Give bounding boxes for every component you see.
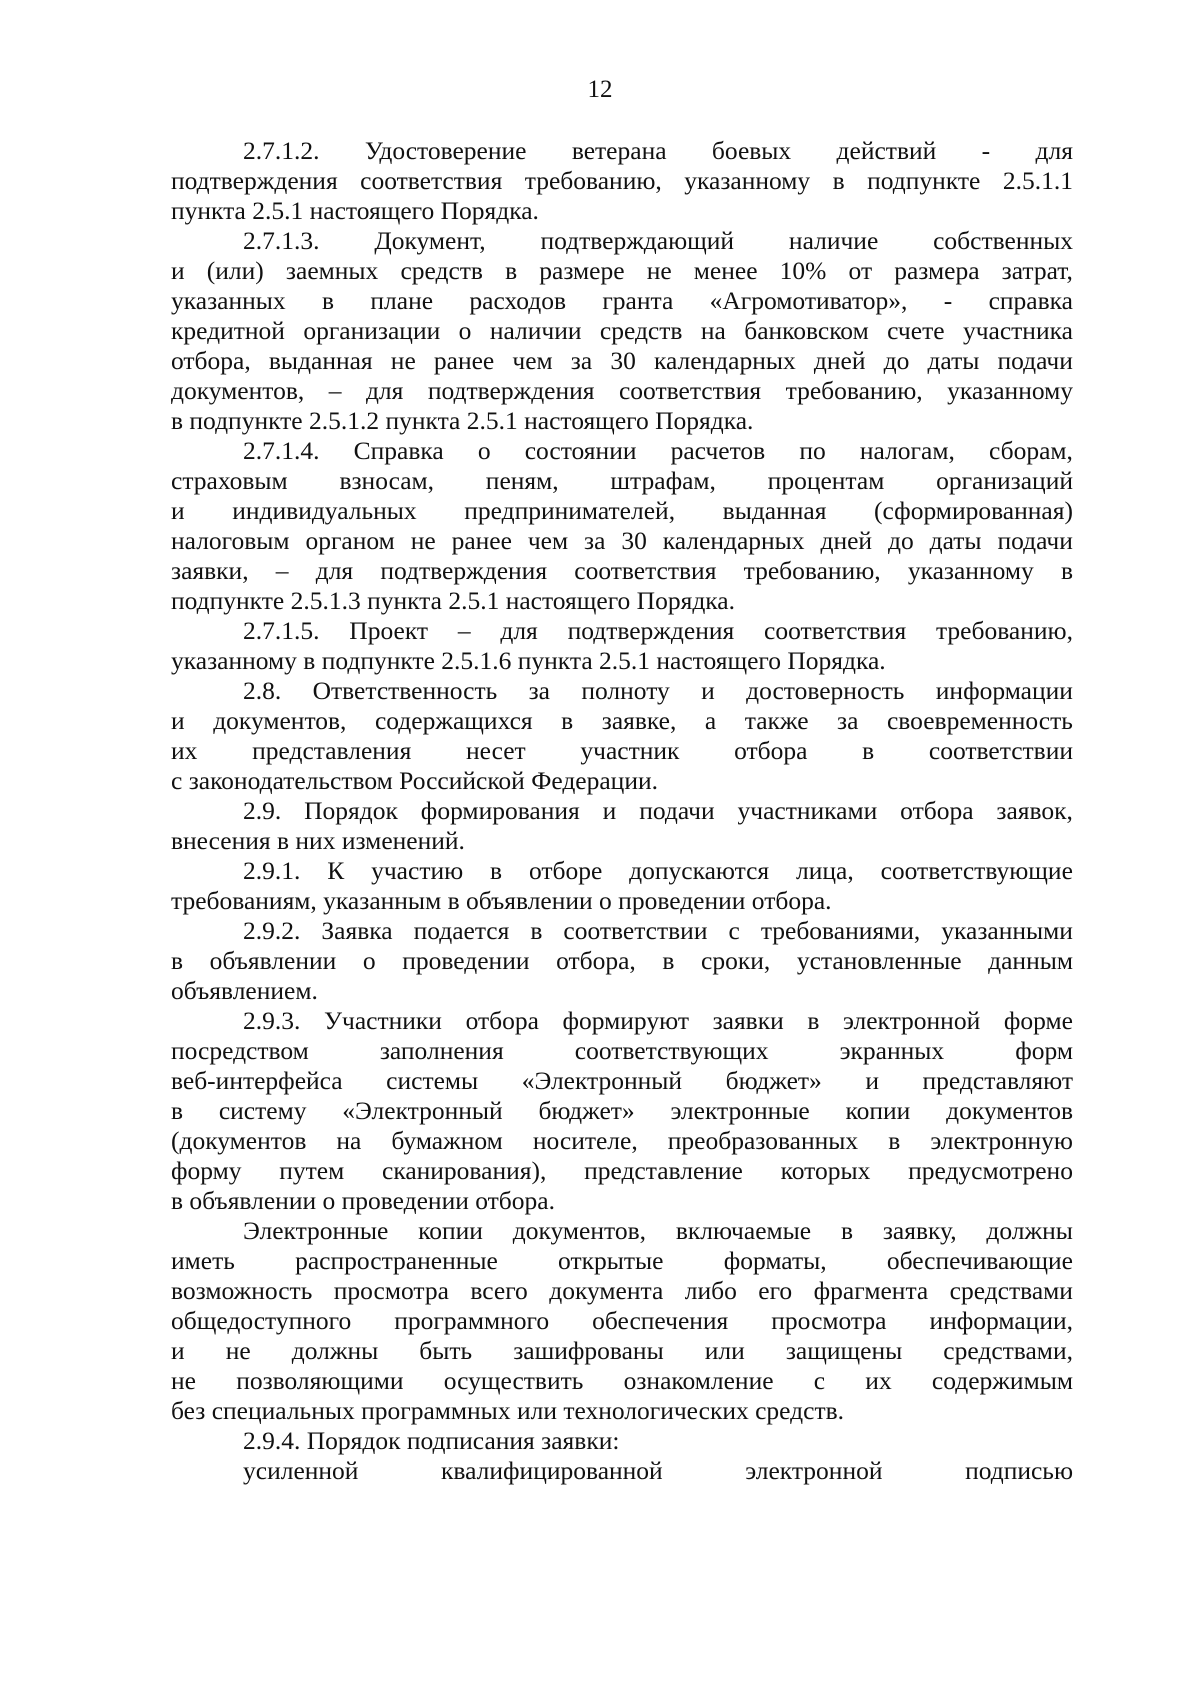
word: проведении [402, 946, 530, 975]
word: 2.9.1. [243, 856, 301, 885]
word: соответствия [618, 376, 762, 405]
word: информации, [929, 1306, 1073, 1335]
word: указанных [171, 286, 286, 315]
word: подтверждения [567, 616, 735, 645]
text-line [171, 1095, 1073, 1127]
word: Порядок [304, 796, 398, 825]
word: организации [303, 316, 441, 345]
word: квалифицированной [441, 1456, 663, 1485]
word: зашифрованы [513, 1336, 664, 1365]
word: не [171, 1366, 196, 1395]
word: о [362, 946, 376, 975]
word: бюджет» [538, 1096, 635, 1125]
word: заявки, [171, 556, 249, 585]
word: и [602, 796, 617, 825]
word: налоговым [171, 526, 290, 555]
word: до [883, 346, 910, 375]
word: открытые [558, 1246, 664, 1275]
word: размера [894, 256, 980, 285]
word: электронной [843, 1006, 981, 1035]
word: (сформированная) [874, 496, 1073, 525]
word: которых [780, 1156, 871, 1185]
word: календарных [653, 346, 796, 375]
word: формирования [420, 796, 580, 825]
word: ранее [433, 346, 495, 375]
word: участника [962, 316, 1073, 345]
word: электронные [670, 1096, 810, 1125]
text-line [171, 1305, 1073, 1337]
word: указанному [684, 166, 811, 195]
text-line: пункта 2.5.1 настоящего Порядка. [171, 196, 539, 225]
word: должны [291, 1336, 379, 1365]
text-line [243, 615, 1073, 647]
word: «Агромотиватор», [709, 286, 908, 315]
word: и [865, 1066, 879, 1095]
word: форматы, [723, 1246, 827, 1275]
word: отборе [528, 856, 603, 885]
text-line [171, 705, 1073, 737]
text-line: в объявлении о проведении отбора. [171, 1186, 555, 1215]
word: для [315, 556, 354, 585]
word: форме [1003, 1006, 1073, 1035]
word: подачи [997, 526, 1073, 555]
word: от [848, 256, 873, 285]
word: в [807, 1006, 820, 1035]
word: общедоступного [171, 1306, 352, 1335]
word: чем [527, 526, 569, 555]
text-line [171, 465, 1073, 497]
word: сборам, [988, 436, 1073, 465]
word: отбора [465, 1006, 539, 1035]
word: затрат, [1001, 256, 1073, 285]
text-line [171, 735, 1073, 767]
word: подтверждения [171, 166, 338, 195]
word: 2.7.1.3. [243, 226, 320, 255]
word: и [171, 496, 185, 525]
word: даты [929, 526, 982, 555]
word: подписью [965, 1456, 1073, 1485]
word: банковском [744, 316, 869, 345]
word: «Электронный [342, 1096, 503, 1125]
word: документа [549, 1276, 664, 1305]
word: носителе, [532, 1126, 638, 1155]
word: – [328, 376, 342, 405]
word: процентам [767, 466, 885, 495]
word: должны [986, 1216, 1073, 1245]
word: 10% [779, 256, 827, 285]
word: защищены [785, 1336, 903, 1365]
text-line [243, 855, 1073, 887]
word: кредитной [171, 316, 285, 345]
word: и [171, 706, 185, 735]
word: представление [584, 1156, 743, 1185]
word: Заявка [321, 916, 393, 945]
word: в [1060, 556, 1073, 585]
word: подачи [639, 796, 715, 825]
word: распространенные [295, 1246, 498, 1275]
word: требованию, [524, 166, 662, 195]
word: заявке, [601, 706, 677, 735]
word: с [728, 916, 740, 945]
word: выданная [268, 346, 373, 375]
text-line: в подпункте 2.5.1.2 пункта 2.5.1 настоящего Порядка. [171, 406, 754, 435]
word: «Электронный [521, 1066, 683, 1095]
word: в [840, 1216, 853, 1245]
word: заявку, [882, 1216, 957, 1245]
word: ранее [451, 526, 512, 555]
word: с [813, 1366, 826, 1395]
word: гранта [602, 286, 674, 315]
word: полноту [581, 676, 670, 705]
word: их [171, 736, 198, 765]
text-line [171, 285, 1073, 317]
word: включаемые [675, 1216, 812, 1245]
word: Участники [323, 1006, 442, 1035]
word: электронной [745, 1456, 883, 1485]
word: 2.5.1.1 [1002, 166, 1073, 195]
word: наличии [489, 316, 582, 345]
text-line: без специальных программных или технологических средств. [171, 1396, 845, 1425]
word: или [704, 1336, 745, 1365]
text-line [171, 375, 1073, 407]
word: веб-интерфейса [171, 1066, 343, 1095]
word: отбора, [556, 946, 636, 975]
word: его [758, 1276, 793, 1305]
word: в [561, 706, 574, 735]
word: – [457, 616, 471, 645]
word: а [704, 706, 717, 735]
text-line: указанному в подпункте 2.5.1.6 пункта 2.5.1 настоящего Порядка. [171, 646, 886, 675]
word: участию [371, 856, 464, 885]
word: подтверждения [427, 376, 595, 405]
word: Ответственность [312, 676, 498, 705]
text-line [171, 1335, 1073, 1367]
word: просмотра [771, 1306, 887, 1335]
text-line [171, 1245, 1073, 1277]
word: соответствии [563, 916, 708, 945]
word: своевременность [886, 706, 1073, 735]
text-line [171, 1365, 1073, 1397]
word: заявок, [996, 796, 1073, 825]
word: боевых [711, 136, 792, 165]
word: не [390, 346, 416, 375]
text-line [171, 345, 1073, 377]
word: в [321, 286, 335, 315]
word: осуществить [443, 1366, 584, 1395]
word: (или) [206, 256, 264, 285]
word: страховым [171, 466, 288, 495]
word: Электронные [243, 1216, 389, 1245]
word: в [662, 946, 675, 975]
text-line: внесения в них изменений. [171, 826, 465, 855]
word: отбора [734, 736, 808, 765]
word: подается [413, 916, 510, 945]
word: не [410, 526, 436, 555]
word: форму [171, 1156, 242, 1185]
text-line [171, 1035, 1073, 1067]
word: бумажном [391, 1126, 503, 1155]
word: экранных [839, 1036, 945, 1065]
word: соответствия [764, 616, 907, 645]
text-line [243, 1455, 1073, 1487]
word: 2.7.1.2. [243, 136, 320, 165]
word: содержащихся [374, 706, 533, 735]
word: обеспечения [592, 1306, 729, 1335]
word: ветерана [571, 136, 667, 165]
word: средствами [949, 1276, 1073, 1305]
word: иметь [171, 1246, 235, 1275]
word: К [327, 856, 345, 885]
word: программного [394, 1306, 550, 1335]
word: для [1035, 136, 1073, 165]
word: подтверждения [380, 556, 548, 585]
text-line: с законодательством Российской Федерации. [171, 766, 658, 795]
word: за [528, 676, 551, 705]
word: всего [470, 1276, 528, 1305]
text-line [243, 1005, 1073, 1037]
word: электронную [930, 1126, 1073, 1155]
word: менее [693, 256, 758, 285]
word: данным [988, 946, 1073, 975]
word: о [458, 316, 472, 345]
word: представления [252, 736, 412, 765]
word: просмотра [333, 1276, 449, 1305]
word: - [943, 286, 953, 315]
word: и [171, 1336, 185, 1365]
word: несет [466, 736, 526, 765]
word: для [500, 616, 538, 645]
word: также [744, 706, 809, 735]
word: 2.9. [243, 796, 282, 825]
word: отбора [900, 796, 974, 825]
text-line [243, 795, 1073, 827]
word: штрафам, [610, 466, 716, 495]
text-line [171, 315, 1073, 347]
word: достоверность [746, 676, 905, 705]
word: не [225, 1336, 251, 1365]
word: подпункте [867, 166, 981, 195]
word: предусмотрено [908, 1156, 1073, 1185]
text-line: объявлением. [171, 976, 318, 1005]
word: собственных [933, 226, 1073, 255]
word: требованиями, [760, 916, 921, 945]
word: даты [927, 346, 980, 375]
word: за [570, 346, 593, 375]
page-number: 12 [587, 76, 613, 103]
word: 2.7.1.4. [243, 436, 320, 465]
word: для [365, 376, 404, 405]
word: возможность [171, 1276, 313, 1305]
word: 2.7.1.5. [243, 616, 320, 645]
text-line [171, 525, 1073, 557]
word: отбора, [171, 346, 251, 375]
word: наличие [788, 226, 879, 255]
word: Документ, [374, 226, 486, 255]
word: расчетов [670, 436, 766, 465]
word: копии [418, 1216, 483, 1245]
text-line: требованиям, указанным в объявлении о проведении отбора. [171, 886, 832, 915]
word: Справка [353, 436, 444, 465]
text-line [171, 1275, 1073, 1307]
text-line [171, 495, 1073, 527]
word: 30 [610, 346, 636, 375]
word: в [171, 1096, 184, 1125]
word: сроки, [701, 946, 771, 975]
text-line [243, 435, 1073, 467]
word: предпринимателей, [464, 496, 676, 525]
word: действий [836, 136, 937, 165]
text-line [171, 1125, 1073, 1157]
word: выданная [722, 496, 827, 525]
word: объявлении [209, 946, 337, 975]
word: по [799, 436, 826, 465]
text-line [243, 135, 1073, 167]
word: документов, [512, 1216, 646, 1245]
word: 2.9.3. [243, 1006, 301, 1035]
text-line [171, 1155, 1073, 1187]
word: средствами, [943, 1336, 1073, 1365]
word: соответствия [574, 556, 717, 585]
text-line [243, 225, 1073, 257]
word: сканирования), [382, 1156, 547, 1185]
word: - [981, 136, 991, 165]
word: средств [599, 316, 683, 345]
word: установленные [796, 946, 962, 975]
text-line [171, 255, 1073, 287]
word: ознакомление [623, 1366, 774, 1395]
word: индивидуальных [232, 496, 417, 525]
text-line [243, 675, 1073, 707]
word: лица, [796, 856, 854, 885]
word: допускаются [629, 856, 770, 885]
word: представляют [922, 1066, 1073, 1095]
word: плане [370, 286, 434, 315]
word: не [646, 256, 672, 285]
word: взносам, [339, 466, 435, 495]
word: указанному [947, 376, 1073, 405]
word: на [336, 1126, 362, 1155]
word: и [171, 256, 185, 285]
word: размере [539, 256, 625, 285]
text-line [243, 1215, 1073, 1247]
word: копии [845, 1096, 911, 1125]
word: подачи [997, 346, 1073, 375]
word: соответствия [360, 166, 503, 195]
word: дней [820, 526, 873, 555]
word: в [490, 856, 503, 885]
word: и [701, 676, 715, 705]
word: состоянии [524, 436, 637, 465]
word: за [584, 526, 606, 555]
word: требованию, [785, 376, 923, 405]
word: в [888, 1126, 901, 1155]
word: пеням, [485, 466, 559, 495]
word: бюджет» [725, 1066, 822, 1095]
word: требованию, [935, 616, 1073, 645]
text-line: подпункте 2.5.1.3 пункта 2.5.1 настоящего Порядка. [171, 586, 735, 615]
word: систему [218, 1096, 307, 1125]
word: в [862, 736, 875, 765]
text-line [171, 945, 1073, 977]
word: системы [386, 1066, 479, 1095]
word: соответствующих [574, 1036, 769, 1065]
word: участниками [737, 796, 878, 825]
word: чем [512, 346, 553, 375]
word: быть [419, 1336, 473, 1365]
word: средств [400, 256, 483, 285]
word: на [700, 316, 726, 345]
word: либо [684, 1276, 737, 1305]
word: заемных [285, 256, 379, 285]
word: расходов [469, 286, 566, 315]
word: 2.8. [243, 676, 282, 705]
word: форм [1015, 1036, 1073, 1065]
word: дней [813, 346, 866, 375]
word: 2.9.2. [243, 916, 301, 945]
word: обеспечивающие [886, 1246, 1073, 1275]
word: в [505, 256, 518, 285]
text-line: 2.9.4. Порядок подписания заявки: [243, 1426, 620, 1455]
word: указанными [941, 916, 1073, 945]
word: счете [887, 316, 945, 345]
word: формируют [562, 1006, 689, 1035]
word: посредством [171, 1036, 309, 1065]
word: Проект [349, 616, 429, 645]
word: позволяющими [236, 1366, 404, 1395]
word: организаций [936, 466, 1073, 495]
word: в [530, 916, 543, 945]
word: заполнения [379, 1036, 504, 1065]
word: усиленной [243, 1456, 359, 1485]
word: заявки [712, 1006, 784, 1035]
word: за [837, 706, 859, 735]
word: содержимым [931, 1366, 1073, 1395]
text-line [171, 1065, 1073, 1097]
word: путем [279, 1156, 345, 1185]
word: документов [946, 1096, 1073, 1125]
word: требованию, [743, 556, 881, 585]
word: налогам, [859, 436, 955, 465]
word: участник [580, 736, 680, 765]
word: – [275, 556, 289, 585]
text-line [171, 555, 1073, 587]
word: документов, [213, 706, 347, 735]
word: указанному [907, 556, 1034, 585]
text-line [243, 915, 1073, 947]
word: до [887, 526, 914, 555]
word: Удостоверение [364, 136, 527, 165]
word: документов, [171, 376, 305, 405]
word: фрагмента [813, 1276, 929, 1305]
word: о [477, 436, 491, 465]
word: в [832, 166, 845, 195]
word: информации [935, 676, 1073, 705]
word: органом [305, 526, 395, 555]
text-line [171, 165, 1073, 197]
word: (документов [171, 1126, 307, 1155]
word: соответствии [928, 736, 1073, 765]
word: подтверждающий [540, 226, 735, 255]
word: преобразованных [667, 1126, 859, 1155]
word: календарных [662, 526, 805, 555]
word: соответствующие [880, 856, 1073, 885]
word: 30 [621, 526, 647, 555]
word: их [865, 1366, 892, 1395]
word: в [171, 946, 184, 975]
word: справка [988, 286, 1073, 315]
